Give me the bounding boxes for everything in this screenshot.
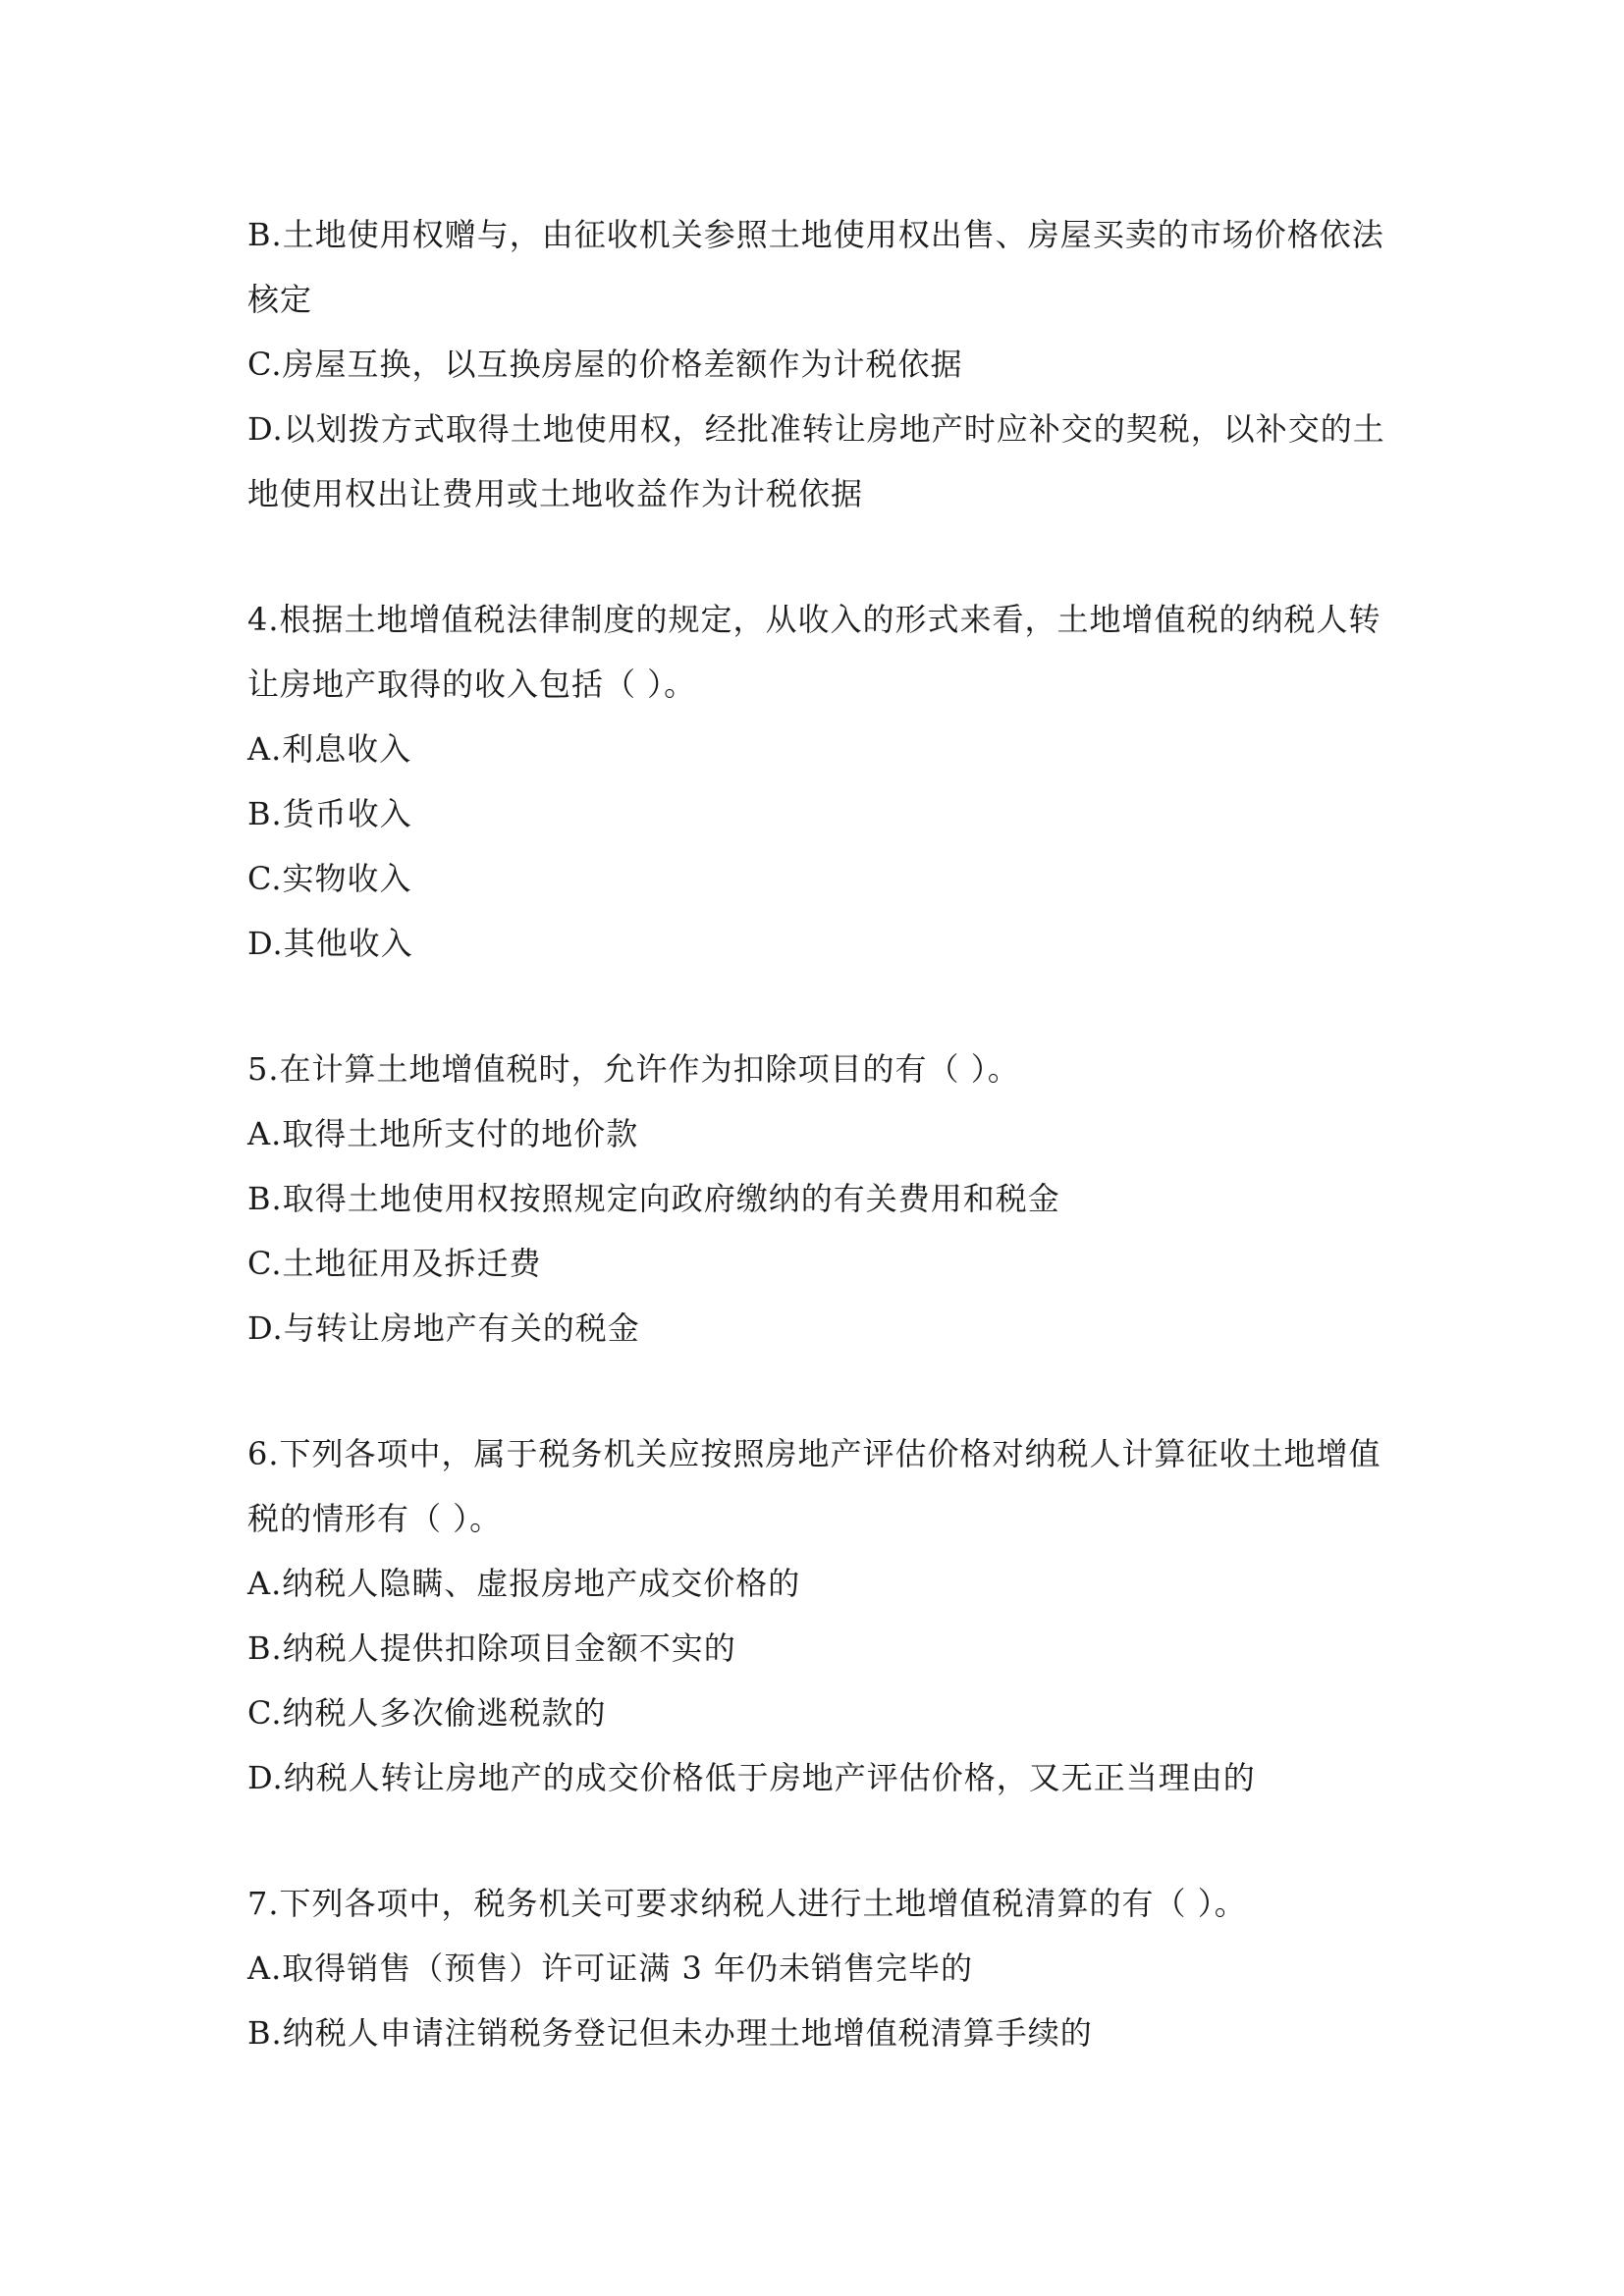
q6-option-d: D.纳税人转让房地产的成交价格低于房地产评估价格，又无正当理由的 bbox=[247, 1759, 1256, 1796]
question-6 bbox=[247, 1421, 1386, 1810]
q4-option-a: A.利息收入 bbox=[247, 730, 412, 768]
paragraph-spacer bbox=[247, 1361, 1386, 1421]
question-4 bbox=[247, 587, 1386, 976]
question-3-options bbox=[247, 202, 1386, 526]
q5-option-c: C.土地征用及拆迁费 bbox=[247, 1245, 542, 1282]
q4-stem-line1: 4.根据土地增值税法律制度的规定，从收入的形式来看，土地增值税的纳税人转 bbox=[247, 601, 1381, 638]
q3-option-c: C.房屋互换，以互换房屋的价格差额作为计税依据 bbox=[247, 346, 963, 383]
q6-stem-line2: 税的情形有（ ）。 bbox=[247, 1500, 503, 1537]
q3-option-d-line1: D.以划拨方式取得土地使用权，经批准转让房地产时应补交的契税，以补交的土 bbox=[247, 410, 1385, 448]
q5-option-b: B.取得土地使用权按照规定向政府缴纳的有关费用和税金 bbox=[247, 1180, 1060, 1217]
q4-option-b: B.货币收入 bbox=[247, 795, 412, 832]
q7-option-a: A.取得销售（预售）许可证满 3 年仍未销售完毕的 bbox=[247, 1949, 973, 1987]
paragraph-spacer bbox=[247, 1810, 1386, 1871]
q4-stem-line2: 让房地产取得的收入包括（ ）。 bbox=[247, 666, 697, 703]
q7-option-b: B.纳税人申请注销税务登记但未办理土地增值税清算手续的 bbox=[247, 2014, 1093, 2052]
paragraph-spacer bbox=[247, 976, 1386, 1037]
document-page bbox=[247, 202, 1386, 2065]
q6-option-a: A.纳税人隐瞒、虚报房地产成交价格的 bbox=[247, 1565, 801, 1602]
q5-option-d: D.与转让房地产有关的税金 bbox=[247, 1309, 640, 1347]
q4-option-d: D.其他收入 bbox=[247, 925, 413, 962]
q4-option-c: C.实物收入 bbox=[247, 860, 412, 897]
question-7 bbox=[247, 1871, 1386, 2065]
q3-option-b-line1: B.土地使用权赠与，由征收机关参照土地使用权出售、房屋买卖的市场价格依法 bbox=[247, 216, 1384, 253]
paragraph-spacer bbox=[247, 526, 1386, 587]
q6-stem-line1: 6.下列各项中，属于税务机关应按照房地产评估价格对纳税人计算征收土地增值 bbox=[247, 1435, 1381, 1472]
q7-stem-line1: 7.下列各项中，税务机关可要求纳税人进行土地增值税清算的有（ ）。 bbox=[247, 1885, 1247, 1922]
q3-option-d-line2: 地使用权出让费用或土地收益作为计税依据 bbox=[247, 475, 864, 512]
q5-stem-line1: 5.在计算土地增值税时，允许作为扣除项目的有（ ）。 bbox=[247, 1050, 1020, 1088]
question-5 bbox=[247, 1037, 1386, 1361]
q3-option-b-line2: 核定 bbox=[247, 281, 313, 318]
q6-option-b: B.纳税人提供扣除项目金额不实的 bbox=[247, 1629, 736, 1667]
q5-option-a: A.取得土地所支付的地价款 bbox=[247, 1115, 639, 1152]
q6-option-c: C.纳税人多次偷逃税款的 bbox=[247, 1694, 607, 1732]
